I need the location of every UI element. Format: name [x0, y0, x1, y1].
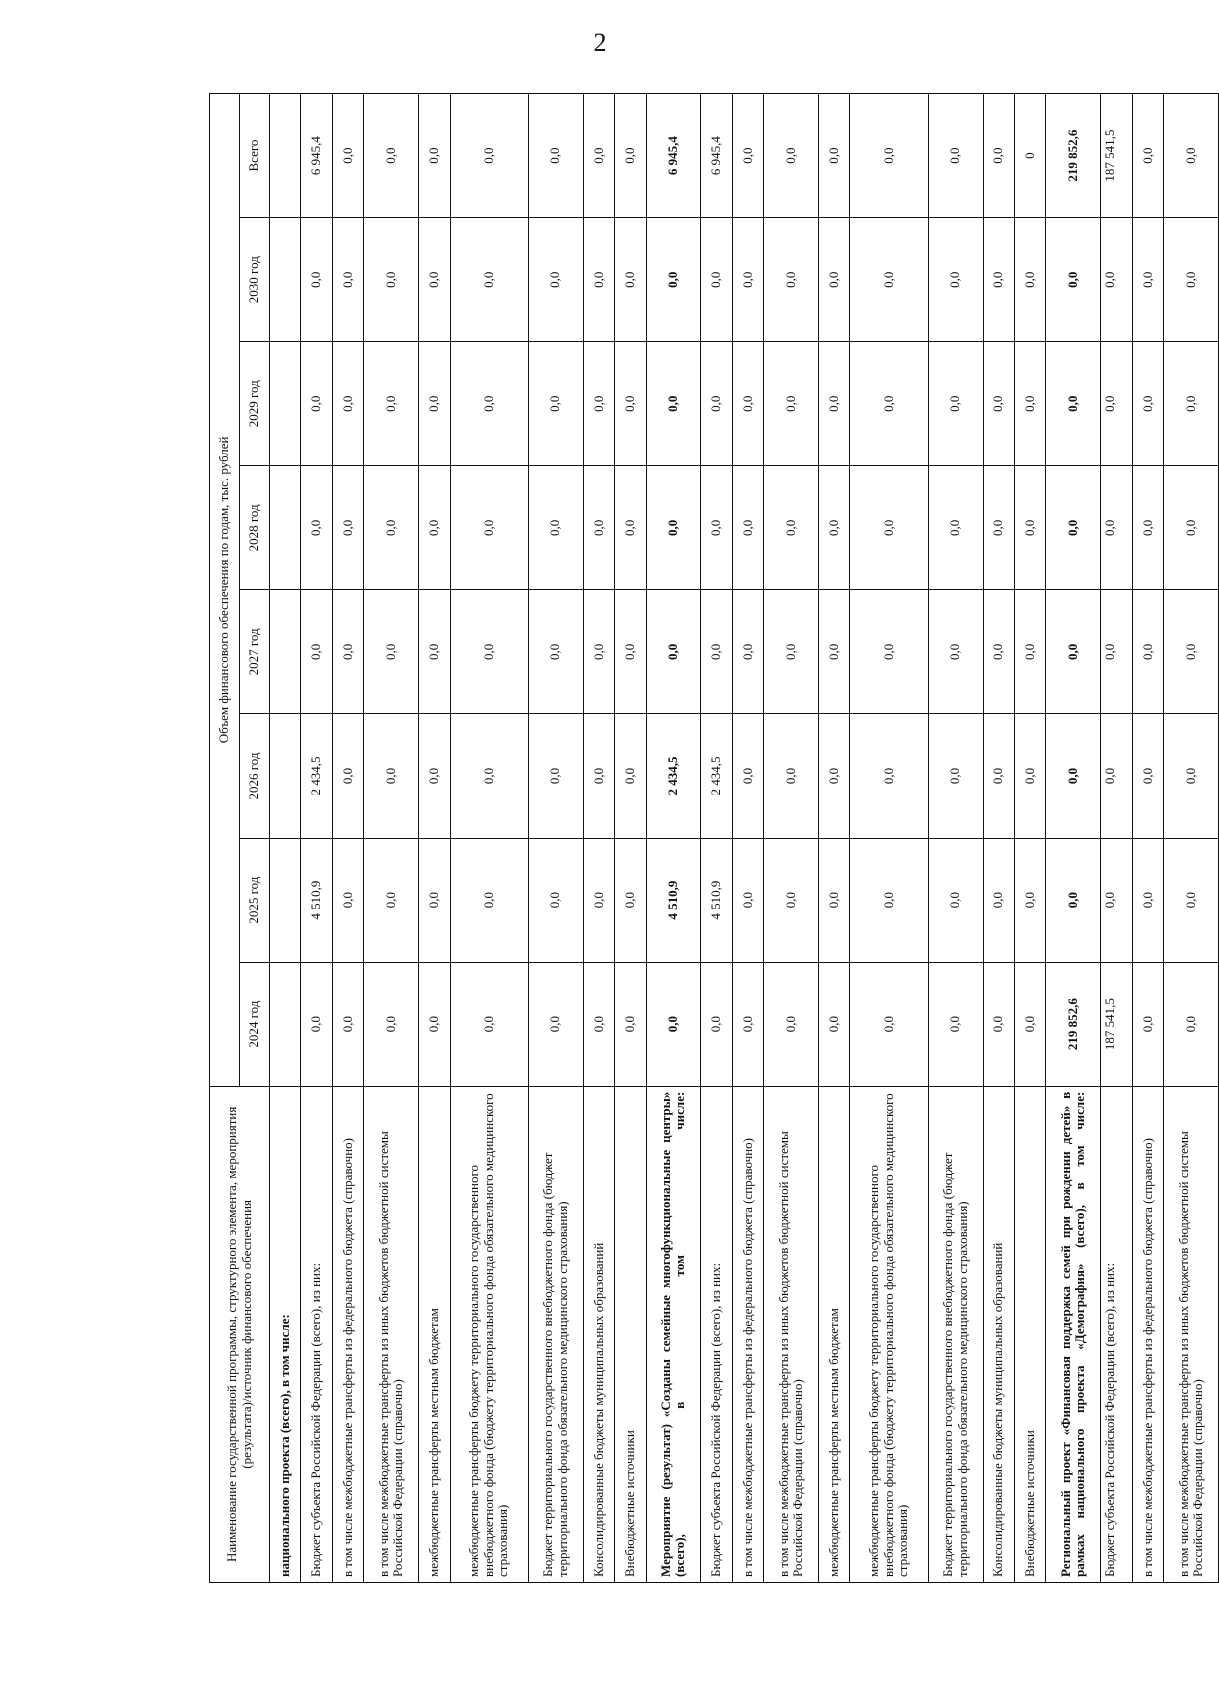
value-cell: [270, 962, 301, 1086]
value-cell: 0,0: [1164, 962, 1219, 1086]
value-cell: 0,0: [1046, 466, 1101, 590]
value-cell: 0,0: [701, 466, 732, 590]
value-cell: 0,0: [1132, 94, 1163, 218]
value-cell: 0,0: [983, 962, 1014, 1086]
value-cell: 187 541,5: [1101, 94, 1132, 218]
row-label: Внебюджетные источники: [615, 1086, 646, 1582]
value-cell: 0,0: [615, 342, 646, 466]
value-cell: 0,0: [764, 714, 819, 838]
value-cell: 0,0: [364, 342, 419, 466]
row-label: в том числе межбюджетные трансферты из иных бюджетов бюджетной системы Российской Федерации (справочно): [764, 1086, 819, 1582]
value-cell: 0,0: [450, 590, 528, 714]
value-cell: 0,0: [615, 218, 646, 342]
value-cell: 0,0: [928, 838, 983, 962]
value-cell: 0,0: [1132, 342, 1163, 466]
volume-header: Объем финансового обеспечения по годам, тыс. рублей: [210, 94, 240, 1087]
row-label: в том числе межбюджетные трансферты из иных бюджетов бюджетной системы Российской Федерации (справочно): [1164, 1086, 1219, 1582]
value-cell: 0,0: [583, 962, 614, 1086]
value-cell: 0,0: [583, 466, 614, 590]
value-cell: 0,0: [332, 714, 363, 838]
value-cell: 0,0: [301, 590, 332, 714]
value-cell: 0,0: [1101, 838, 1132, 962]
value-cell: 0,0: [1101, 714, 1132, 838]
year-header: 2030 год: [240, 218, 270, 342]
value-cell: 0,0: [1132, 218, 1163, 342]
value-cell: 0,0: [1164, 94, 1219, 218]
value-cell: 0,0: [819, 838, 850, 962]
value-cell: 0,0: [1014, 838, 1045, 962]
value-cell: 0,0: [764, 838, 819, 962]
table-row: [701, 94, 732, 1583]
table-row: [1101, 94, 1132, 1583]
value-cell: 0,0: [528, 962, 583, 1086]
value-cell: 0,0: [1046, 342, 1101, 466]
row-label: Бюджет субъекта Российской Федерации (всего), из них:: [301, 1086, 332, 1582]
value-cell: [270, 218, 301, 342]
row-label: Мероприятие (результат) «Созданы семейные многофункциональные центры» (всего), в том числе:: [646, 1086, 701, 1582]
table-row: [1132, 94, 1163, 1583]
financing-table: [209, 93, 1219, 1583]
value-cell: 0,0: [1101, 466, 1132, 590]
value-cell: 0,0: [301, 342, 332, 466]
value-cell: [270, 94, 301, 218]
row-label: Консолидированные бюджеты муниципальных образований: [983, 1086, 1014, 1582]
value-cell: 0,0: [528, 342, 583, 466]
year-header: 2024 год: [240, 962, 270, 1086]
value-cell: 0,0: [1164, 466, 1219, 590]
value-cell: 0,0: [332, 342, 363, 466]
value-cell: 6 945,4: [301, 94, 332, 218]
row-label: Бюджет территориального государственного внебюджетного фонда (бюджет территориального фонда обязательного медицинского страхования): [928, 1086, 983, 1582]
value-cell: 0,0: [1164, 342, 1219, 466]
value-cell: 0,0: [928, 714, 983, 838]
table-row: [850, 94, 928, 1583]
value-cell: 0,0: [983, 838, 1014, 962]
table-row: [928, 94, 983, 1583]
value-cell: 0,0: [983, 218, 1014, 342]
value-cell: 0,0: [1132, 962, 1163, 1086]
row-label: в том числе межбюджетные трансферты из федерального бюджета (справочно): [1132, 1086, 1163, 1582]
value-cell: 0,0: [364, 218, 419, 342]
row-label: в том числе межбюджетные трансферты из федерального бюджета (справочно): [732, 1086, 763, 1582]
value-cell: 0,0: [528, 466, 583, 590]
table-row: [615, 94, 646, 1583]
value-cell: 0,0: [1132, 714, 1163, 838]
value-cell: 0,0: [450, 714, 528, 838]
value-cell: 0,0: [850, 714, 928, 838]
value-cell: 0,0: [332, 466, 363, 590]
value-cell: 0,0: [764, 466, 819, 590]
value-cell: 0,0: [732, 590, 763, 714]
value-cell: 0,0: [850, 218, 928, 342]
value-cell: 0,0: [528, 590, 583, 714]
value-cell: 0,0: [332, 218, 363, 342]
row-label: Бюджет территориального государственного внебюджетного фонда (бюджет территориального фонда обязательного медицинского страхования): [528, 1086, 583, 1582]
value-cell: 0,0: [850, 962, 928, 1086]
value-cell: [270, 466, 301, 590]
value-cell: 0,0: [819, 590, 850, 714]
value-cell: 0,0: [1014, 466, 1045, 590]
value-cell: 2 434,5: [646, 714, 701, 838]
value-cell: 0,0: [450, 218, 528, 342]
value-cell: 0,0: [928, 218, 983, 342]
value-cell: 0,0: [850, 342, 928, 466]
value-cell: 0,0: [583, 342, 614, 466]
value-cell: 0,0: [332, 838, 363, 962]
value-cell: 0,0: [583, 590, 614, 714]
value-cell: 0,0: [450, 838, 528, 962]
value-cell: 0,0: [701, 962, 732, 1086]
value-cell: 0,0: [1046, 590, 1101, 714]
value-cell: 0,0: [850, 466, 928, 590]
value-cell: 0,0: [701, 590, 732, 714]
year-header: 2028 год: [240, 466, 270, 590]
value-cell: 0,0: [983, 342, 1014, 466]
value-cell: 0,0: [419, 342, 450, 466]
value-cell: 6 945,4: [701, 94, 732, 218]
value-cell: 0,0: [983, 466, 1014, 590]
value-cell: 0,0: [732, 94, 763, 218]
value-cell: 0,0: [764, 218, 819, 342]
value-cell: 0,0: [819, 94, 850, 218]
row-label: Бюджет субъекта Российской Федерации (всего), из них:: [1101, 1086, 1132, 1582]
value-cell: 0,0: [1014, 590, 1045, 714]
value-cell: 0,0: [1046, 714, 1101, 838]
row-label: Внебюджетные источники: [1014, 1086, 1045, 1582]
value-cell: 0,0: [928, 466, 983, 590]
value-cell: 0,0: [1132, 838, 1163, 962]
table-row: [301, 94, 332, 1583]
value-cell: 0,0: [301, 218, 332, 342]
value-cell: 0,0: [364, 466, 419, 590]
value-cell: 0,0: [819, 342, 850, 466]
value-cell: 0,0: [819, 962, 850, 1086]
value-cell: 0,0: [928, 342, 983, 466]
value-cell: 0,0: [850, 94, 928, 218]
value-cell: 0,0: [1132, 590, 1163, 714]
row-label: межбюджетные трансферты местным бюджетам: [819, 1086, 850, 1582]
row-label: Региональный проект «Финансовая поддержка семей при рождении детей» в рамках национального проекта «Демография» (всего), в том числе:: [1046, 1086, 1101, 1582]
year-header: 2025 год: [240, 838, 270, 962]
value-cell: 0,0: [419, 218, 450, 342]
value-cell: 0: [1014, 94, 1045, 218]
value-cell: 0,0: [364, 714, 419, 838]
value-cell: 0,0: [419, 466, 450, 590]
value-cell: 219 852,6: [1046, 962, 1101, 1086]
value-cell: 4 510,9: [646, 838, 701, 962]
value-cell: 0,0: [583, 218, 614, 342]
value-cell: 0,0: [1046, 838, 1101, 962]
value-cell: 0,0: [850, 838, 928, 962]
value-cell: 0,0: [764, 94, 819, 218]
value-cell: 6 945,4: [646, 94, 701, 218]
row-label: Бюджет субъекта Российской Федерации (всего), из них:: [701, 1086, 732, 1582]
table-row: [819, 94, 850, 1583]
value-cell: 0,0: [364, 962, 419, 1086]
value-cell: 0,0: [732, 838, 763, 962]
value-cell: 0,0: [450, 94, 528, 218]
value-cell: 0,0: [332, 94, 363, 218]
table-row: [270, 94, 301, 1583]
value-cell: 2 434,5: [701, 714, 732, 838]
year-header: Всего: [240, 94, 270, 218]
year-header: 2029 год: [240, 342, 270, 466]
value-cell: 0,0: [1164, 714, 1219, 838]
table-row: [646, 94, 701, 1583]
value-cell: 0,0: [364, 94, 419, 218]
value-cell: [270, 342, 301, 466]
value-cell: 0,0: [819, 218, 850, 342]
page-number: 2: [593, 28, 607, 57]
value-cell: 0,0: [983, 590, 1014, 714]
value-cell: 0,0: [850, 590, 928, 714]
value-cell: 0,0: [732, 342, 763, 466]
value-cell: 0,0: [819, 466, 850, 590]
value-cell: 4 510,9: [701, 838, 732, 962]
value-cell: 0,0: [646, 962, 701, 1086]
row-label: в том числе межбюджетные трансферты из иных бюджетов бюджетной системы Российской Федерации (справочно): [364, 1086, 419, 1582]
value-cell: 0,0: [983, 94, 1014, 218]
value-cell: 4 510,9: [301, 838, 332, 962]
value-cell: 0,0: [332, 962, 363, 1086]
value-cell: 0,0: [450, 342, 528, 466]
value-cell: 0,0: [332, 590, 363, 714]
value-cell: 0,0: [732, 466, 763, 590]
table-row: [364, 94, 419, 1583]
value-cell: 0,0: [701, 342, 732, 466]
year-header: 2026 год: [240, 714, 270, 838]
table-row: [1046, 94, 1101, 1583]
value-cell: 0,0: [764, 590, 819, 714]
row-label: межбюджетные трансферты бюджету территориального государственного внебюджетного фонда (бюджету территориального фонда обязательного медицинского страхования): [450, 1086, 528, 1582]
value-cell: 0,0: [615, 838, 646, 962]
table-row: [419, 94, 450, 1583]
value-cell: 0,0: [1101, 342, 1132, 466]
value-cell: 0,0: [928, 962, 983, 1086]
value-cell: [270, 838, 301, 962]
value-cell: 0,0: [1014, 962, 1045, 1086]
value-cell: 0,0: [646, 590, 701, 714]
name-column-header: Наименование государственной программы, структурного элемента, мероприятия (результата)/источник финансового обеспечения: [210, 1086, 270, 1582]
value-cell: 0,0: [732, 218, 763, 342]
value-cell: 0,0: [1164, 218, 1219, 342]
value-cell: 0,0: [819, 714, 850, 838]
value-cell: 0,0: [615, 714, 646, 838]
value-cell: 0,0: [1046, 218, 1101, 342]
row-label: Консолидированные бюджеты муниципальных образований: [583, 1086, 614, 1582]
value-cell: 0,0: [528, 218, 583, 342]
value-cell: 187 541,5: [1101, 962, 1132, 1086]
value-cell: 0,0: [419, 838, 450, 962]
value-cell: 0,0: [1164, 590, 1219, 714]
table-row: [583, 94, 614, 1583]
value-cell: 0,0: [419, 962, 450, 1086]
table-row: [332, 94, 363, 1583]
value-cell: 0,0: [301, 466, 332, 590]
value-cell: 0,0: [528, 94, 583, 218]
value-cell: 0,0: [419, 590, 450, 714]
row-label: межбюджетные трансферты бюджету территориального государственного внебюджетного фонда (бюджету территориального фонда обязательного медицинского страхования): [850, 1086, 928, 1582]
value-cell: 0,0: [1164, 838, 1219, 962]
value-cell: 0,0: [528, 714, 583, 838]
row-label: межбюджетные трансферты местным бюджетам: [419, 1086, 450, 1582]
value-cell: 0,0: [615, 94, 646, 218]
financing-table-wrapper: [209, 93, 1219, 1583]
value-cell: [270, 590, 301, 714]
value-cell: 0,0: [1101, 590, 1132, 714]
value-cell: 0,0: [1014, 342, 1045, 466]
value-cell: 0,0: [732, 962, 763, 1086]
value-cell: 0,0: [364, 838, 419, 962]
value-cell: 0,0: [419, 714, 450, 838]
table-row: [983, 94, 1014, 1583]
row-label: в том числе межбюджетные трансферты из федерального бюджета (справочно): [332, 1086, 363, 1582]
value-cell: 219 852,6: [1046, 94, 1101, 218]
value-cell: 0,0: [301, 962, 332, 1086]
value-cell: 0,0: [928, 590, 983, 714]
value-cell: 0,0: [419, 94, 450, 218]
value-cell: 0,0: [1014, 714, 1045, 838]
table-row: [450, 94, 528, 1583]
row-label: национального проекта (всего), в том числе:: [270, 1086, 301, 1582]
value-cell: 0,0: [528, 838, 583, 962]
value-cell: 0,0: [583, 714, 614, 838]
value-cell: 0,0: [1101, 218, 1132, 342]
value-cell: 0,0: [1014, 218, 1045, 342]
year-header: 2027 год: [240, 590, 270, 714]
value-cell: 0,0: [646, 466, 701, 590]
value-cell: 0,0: [928, 94, 983, 218]
value-cell: 0,0: [646, 218, 701, 342]
value-cell: 0,0: [764, 962, 819, 1086]
value-cell: 0,0: [1132, 466, 1163, 590]
table-row: [732, 94, 763, 1583]
table-row: [764, 94, 819, 1583]
table-row: [528, 94, 583, 1583]
value-cell: 0,0: [646, 342, 701, 466]
value-cell: 0,0: [450, 962, 528, 1086]
table-row: [1164, 94, 1219, 1583]
value-cell: 0,0: [583, 94, 614, 218]
value-cell: 0,0: [983, 714, 1014, 838]
value-cell: 0,0: [732, 714, 763, 838]
value-cell: 0,0: [364, 590, 419, 714]
value-cell: 0,0: [450, 466, 528, 590]
value-cell: 0,0: [615, 962, 646, 1086]
value-cell: 0,0: [701, 218, 732, 342]
value-cell: 0,0: [764, 342, 819, 466]
table-row: [1014, 94, 1045, 1583]
value-cell: 2 434,5: [301, 714, 332, 838]
value-cell: [270, 714, 301, 838]
value-cell: 0,0: [615, 590, 646, 714]
value-cell: 0,0: [615, 466, 646, 590]
value-cell: 0,0: [583, 838, 614, 962]
